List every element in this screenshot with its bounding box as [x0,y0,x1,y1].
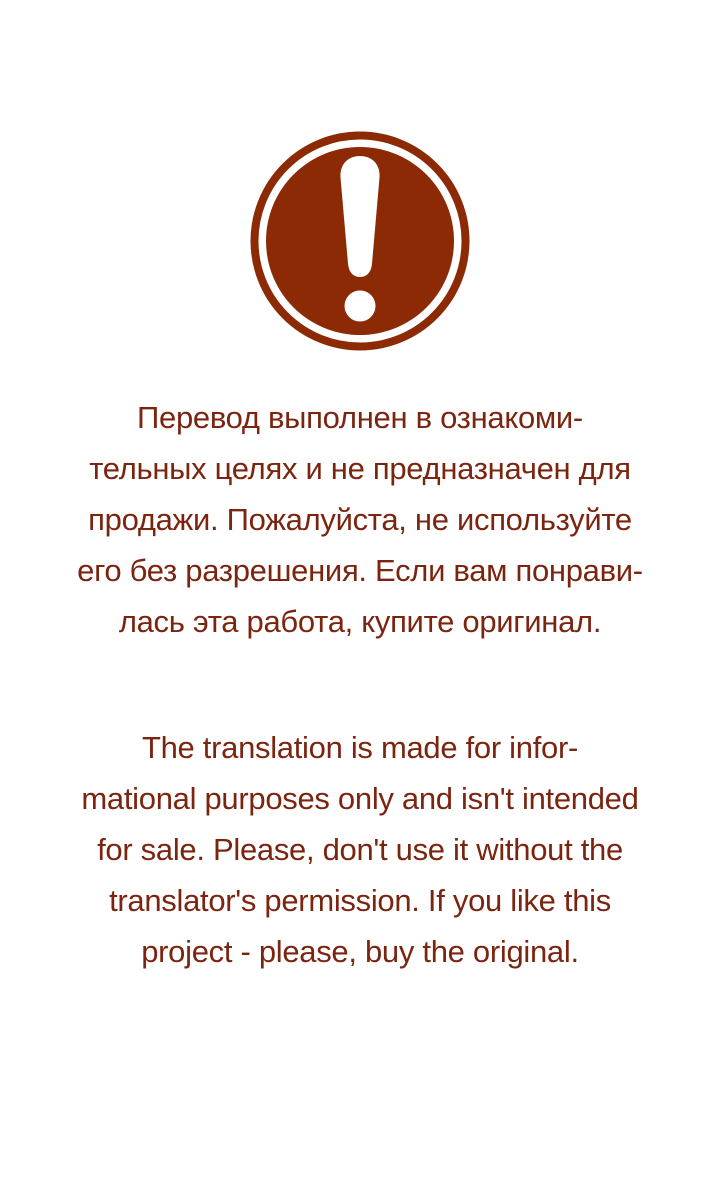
exclamation-warning-icon-svg [250,131,470,351]
disclaimer-en-line: for sale. Please, don't use it without the [97,832,623,867]
exclamation-warning-icon [250,131,470,351]
disclaimer-ru-line: продажи. Пожалуйста, не используйте [88,502,632,537]
disclaimer-ru-line: лась эта работа, купите оригинал. [118,604,602,639]
disclaimer-en-line: project - please, buy the original. [141,934,579,969]
disclaimer-ru-line: Перевод выполнен в ознакоми- [137,400,583,435]
disclaimer-ru-line: тельных целях и не предназначен для [89,451,631,486]
disclaimer-text-english [0,722,720,977]
disclaimer-en-line: translator's permission. If you like this [109,883,611,918]
disclaimer-text-russian [0,392,720,647]
exclamation-dot [345,291,376,322]
disclaimer-en-line: mational purposes only and isn't intended [81,781,639,816]
disclaimer-en-line: The translation is made for infor- [141,730,579,765]
disclaimer-ru-line: его без разрешения. Если вам понрави- [77,553,643,588]
